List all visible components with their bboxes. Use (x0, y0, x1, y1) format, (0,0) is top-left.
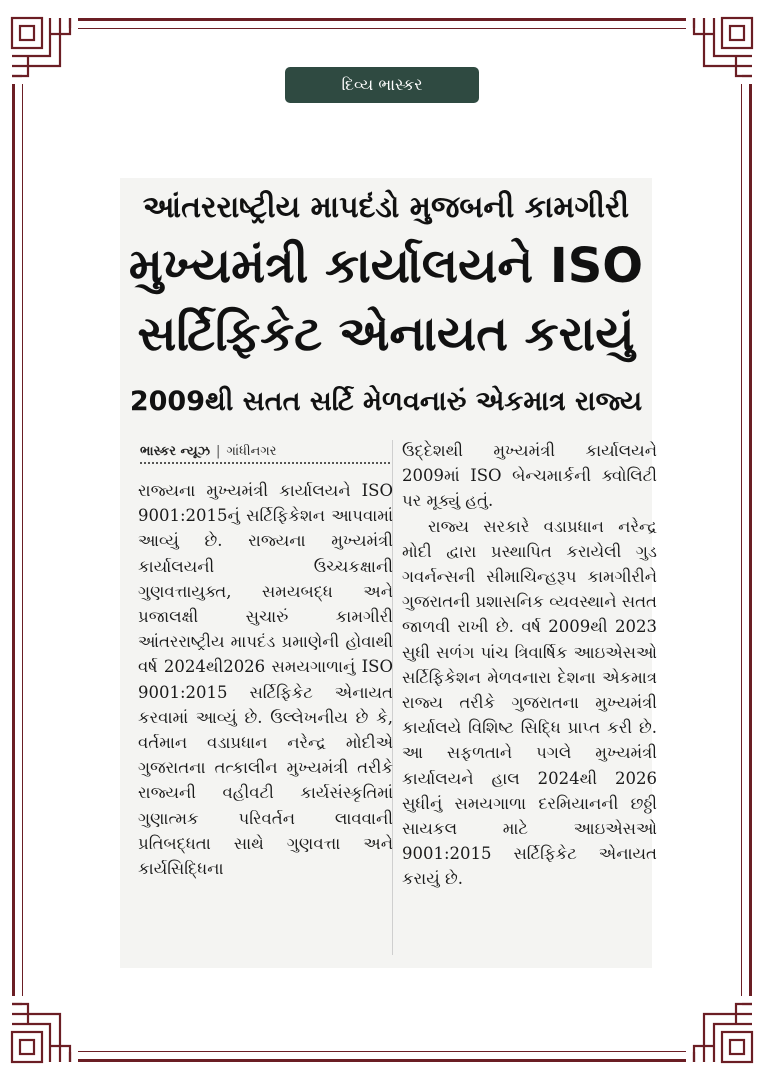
corner-ornament-top-right (686, 14, 756, 84)
corner-ornament-bottom-left (8, 996, 78, 1066)
article-kicker: આંતરરાષ્ટ્રીય માપદંડો મુજબની કામગીરી (142, 190, 630, 225)
source-badge: દિવ્ય ભાસ્કર (285, 67, 479, 103)
corner-ornament-bottom-right (686, 996, 756, 1066)
right-paragraph-2: રાજ્ય સરકારે વડાપ્રધાન નરેન્દ્ર મોદી દ્વારા પ્રસ્થાપિત કરાયેલી ગુડ ગવર્નન્સની સીમાચિન્હરૂપ કામગીરીને ગુજરાતની પ્રશાસનિક વ્યવસ્થાને સતત જાળવી રાખી છે. વર્ષ 2009થી 2023 સુધી સળંગ પાંચ ત્રિવાર્ષિક આઇએસઓ સર્ટિફિકેશન મેળવનારા દેશના એકમાત્ર રાજ્ય તરીકે ગુજરાતના મુખ્યમંત્રી કાર્યાલયે વિશિષ્ટ સિદ્ધિ પ્રાપ્ત કરી છે. આ સફળતાને પગલે મુખ્યમંત્રી કાર્યાલયને હાલ 2024થી 2026 સુધીનું સમયગાળા દરમિયાનની છઠ્ઠી સાયકલ માટે આઇએસઓ 9001:2015 સર્ટિફિકેટ એનાયત કરાયું છે. (402, 516, 657, 889)
byline-brand: ભાસ્કર ન્યૂઝ (140, 443, 211, 459)
newspaper-clipping (120, 178, 657, 968)
byline-place: ગાંધીનગર (226, 443, 277, 459)
article-column-left (138, 478, 393, 881)
corner-ornament-top-left (8, 14, 78, 84)
right-paragraph-1: ઉદ્દેશથી મુખ્યમંત્રી કાર્યાલયને 2009માં ISO બેન્ચમાર્કની ક્વોલિટી પર મૂક્યું હતું. (402, 441, 657, 511)
left-paragraph-1: રાજ્યના મુખ્યમંત્રી કાર્યાલયને ISO 9001:2015નું સર્ટિફિકેશન આપવામાં આવ્યું છે. રાજ્યના મુખ્યમંત્રી કાર્યાલયની ઉચ્ચકક્ષાની ગુણવત્તાયુક્ત, સમયબદ્ધ અને પ્રજાલક્ષી સુચારું કામગીરી આંતરરાષ્ટ્રીય માપદંડ પ્રમાણેની હોવાથી વર્ષ 2024થી2026 સમયગાળાનું ISO 9001:2015 સર્ટિફિકેટ એનાયત કરવામાં આવ્યું છે. ઉલ્લેખનીય છે કે, વર્તમાન વડાપ્રધાન નરેન્દ્ર મોદીએ ગુજરાતના તત્કાલીન મુખ્યમંત્રી તરીકે રાજ્યની વહીવટી કાર્યસંસ્કૃતિમાં ગુણાત્મક પરિવર્તન લાવવાની પ્રતિબદ્ધતા સાથે ગુણવત્તા અને કાર્યસિદ્ધિના (138, 481, 393, 879)
byline-separator: | (216, 443, 221, 459)
article-byline (140, 440, 390, 464)
article-headline-line2: સર્ટિફિકેટ એનાયત કરાયું (137, 306, 635, 362)
article-subhead: 2009થી સતત સર્ટિ મેળવનારું એકમાત્ર રાજ્ય (129, 386, 643, 417)
article-headline-line1: મુખ્યમંત્રી કાર્યાલયને ISO (128, 238, 644, 294)
article-column-right (402, 438, 657, 892)
